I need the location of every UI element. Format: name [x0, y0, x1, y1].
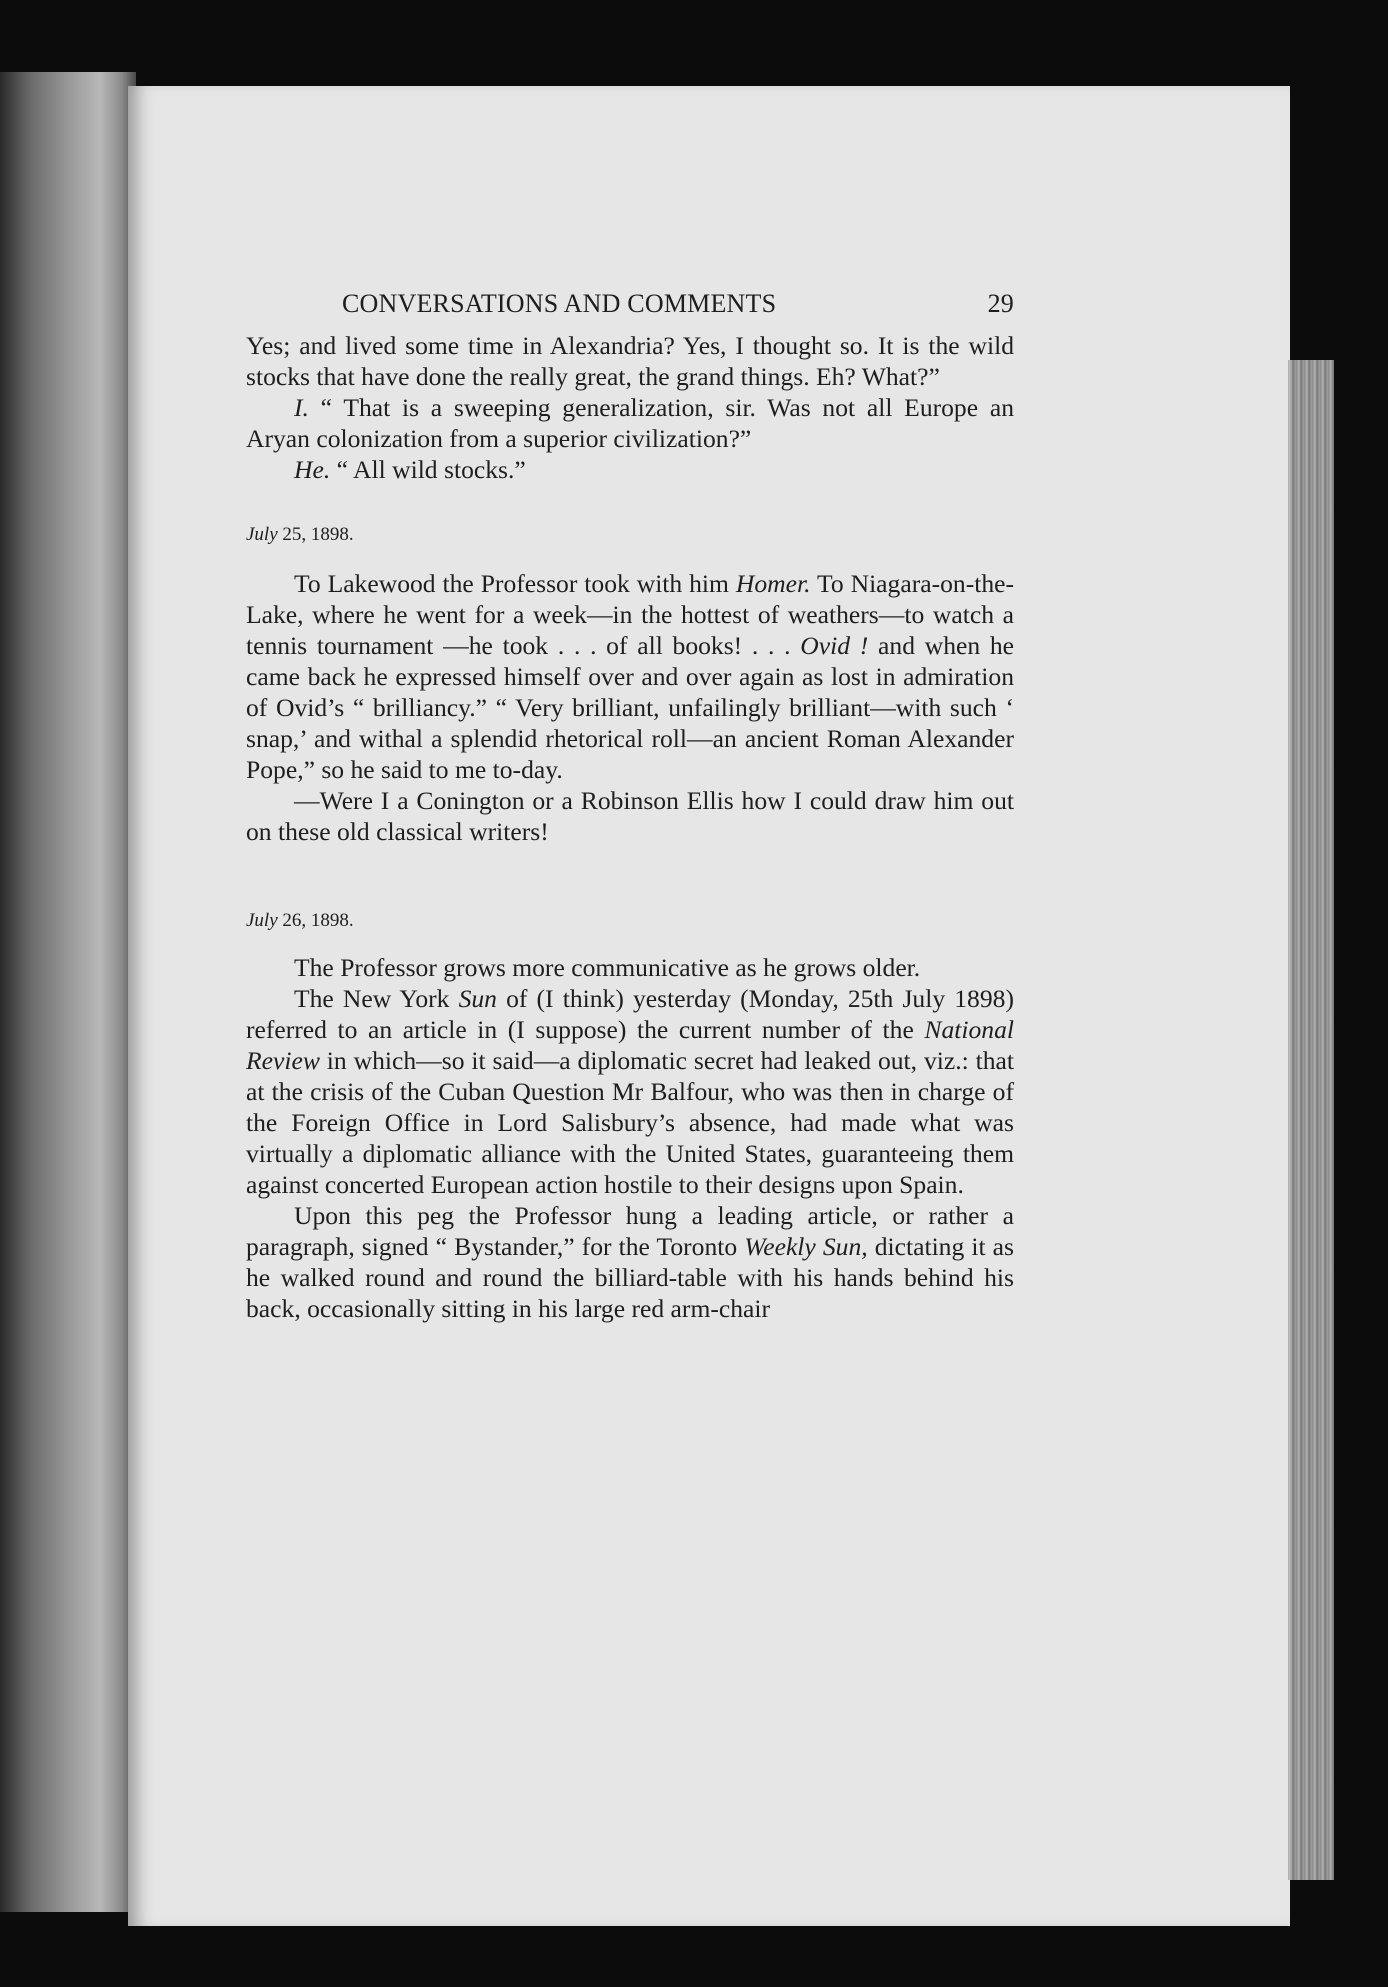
title-weekly-sun: Weekly Sun, [744, 1232, 868, 1261]
title-sun: Sun [458, 984, 497, 1013]
title-ovid: Ovid ! [800, 631, 869, 660]
paragraph-7 [246, 983, 1014, 1200]
page-number: 29 [987, 289, 1014, 318]
paragraph-8 [246, 1200, 1014, 1324]
date-1-rest: 25, 1898. [282, 524, 354, 545]
paragraph-4-b: To Niagara-on-the-Lake, where he went for a week—in the hottest of weathers—to watch a tennis tournament —he took . . . of all books! . . . [246, 569, 1015, 660]
right-page-edges [1288, 360, 1334, 1880]
paragraph-3 [246, 454, 1014, 485]
date-1-month: July [246, 524, 278, 545]
left-page-edge [0, 72, 136, 1912]
paragraph-8-a: Upon this peg the Professor hung a leading article, or rather a paragraph, signed “ Bystander,” for the Toronto [246, 1201, 1014, 1261]
paragraph-1: Yes; and lived some time in Alexandria? Yes, I thought so. It is the wild stocks that have done the really great, the grand things. Eh? What?” [246, 331, 1014, 391]
entry-date-1 [246, 519, 1004, 550]
speaker-i: I. [294, 393, 309, 422]
paragraph-4-c: and when he came back he expressed himself over and over again as lost in admiration of Ovid’s “ brilliancy.” “ Very brilliant, unfailingly brilliant—with such ‘ snap,’ and withal a splendid rhetorical roll—an ancient Roman Alexander Pope,” so he said to me to-day. [246, 631, 1015, 784]
date-2-month: July [246, 910, 278, 931]
paragraph-7-b: of (I think) yesterday (Monday, 25th July 1898) referred to an article in (I suppose) the current number of the [246, 984, 1014, 1044]
title-homer: Homer. [735, 569, 811, 598]
paragraph-2 [246, 392, 1014, 454]
entry-date-2 [246, 905, 1004, 936]
paragraph-6: The Professor grows more communicative as he grows older. [294, 953, 921, 982]
paragraph-8-b: dictating it as he walked round and round the billiard-table with his hands behind his back, occasionally sitting in his large red arm-chair [246, 1232, 1014, 1323]
paragraph-7-a: The New York [294, 984, 450, 1013]
title-national-review: National Review [246, 1015, 1014, 1075]
running-head [342, 288, 1014, 324]
page-text [246, 288, 1014, 1324]
paragraph-4-a: To Lakewood the Professor took with him [294, 569, 729, 598]
paragraph-7-c: in which—so it said—a diplomatic secret had leaked out, viz.: that at the crisis of the Cuban Question Mr Balfour, who was then in charge of the Foreign Office in Lord Salisbury’s absence, had made what was virtually a diplomatic alliance with the United States, guaranteeing them against concerted European action hostile to their designs upon Spain. [246, 1046, 1014, 1199]
paragraph-4 [246, 568, 1014, 785]
speaker-he: He. [294, 455, 331, 484]
paragraph-3-text: “ All wild stocks.” [336, 455, 526, 484]
paragraph-5: —Were I a Conington or a Robinson Ellis how I could draw him out on these old classical writers! [246, 786, 1014, 846]
running-title: CONVERSATIONS AND COMMENTS [342, 289, 777, 318]
date-2-rest: 26, 1898. [282, 910, 354, 931]
paragraph-2-text: “ That is a sweeping generalization, sir. Was not all Europe an Aryan colonization from a superior civilization?” [246, 393, 1014, 453]
